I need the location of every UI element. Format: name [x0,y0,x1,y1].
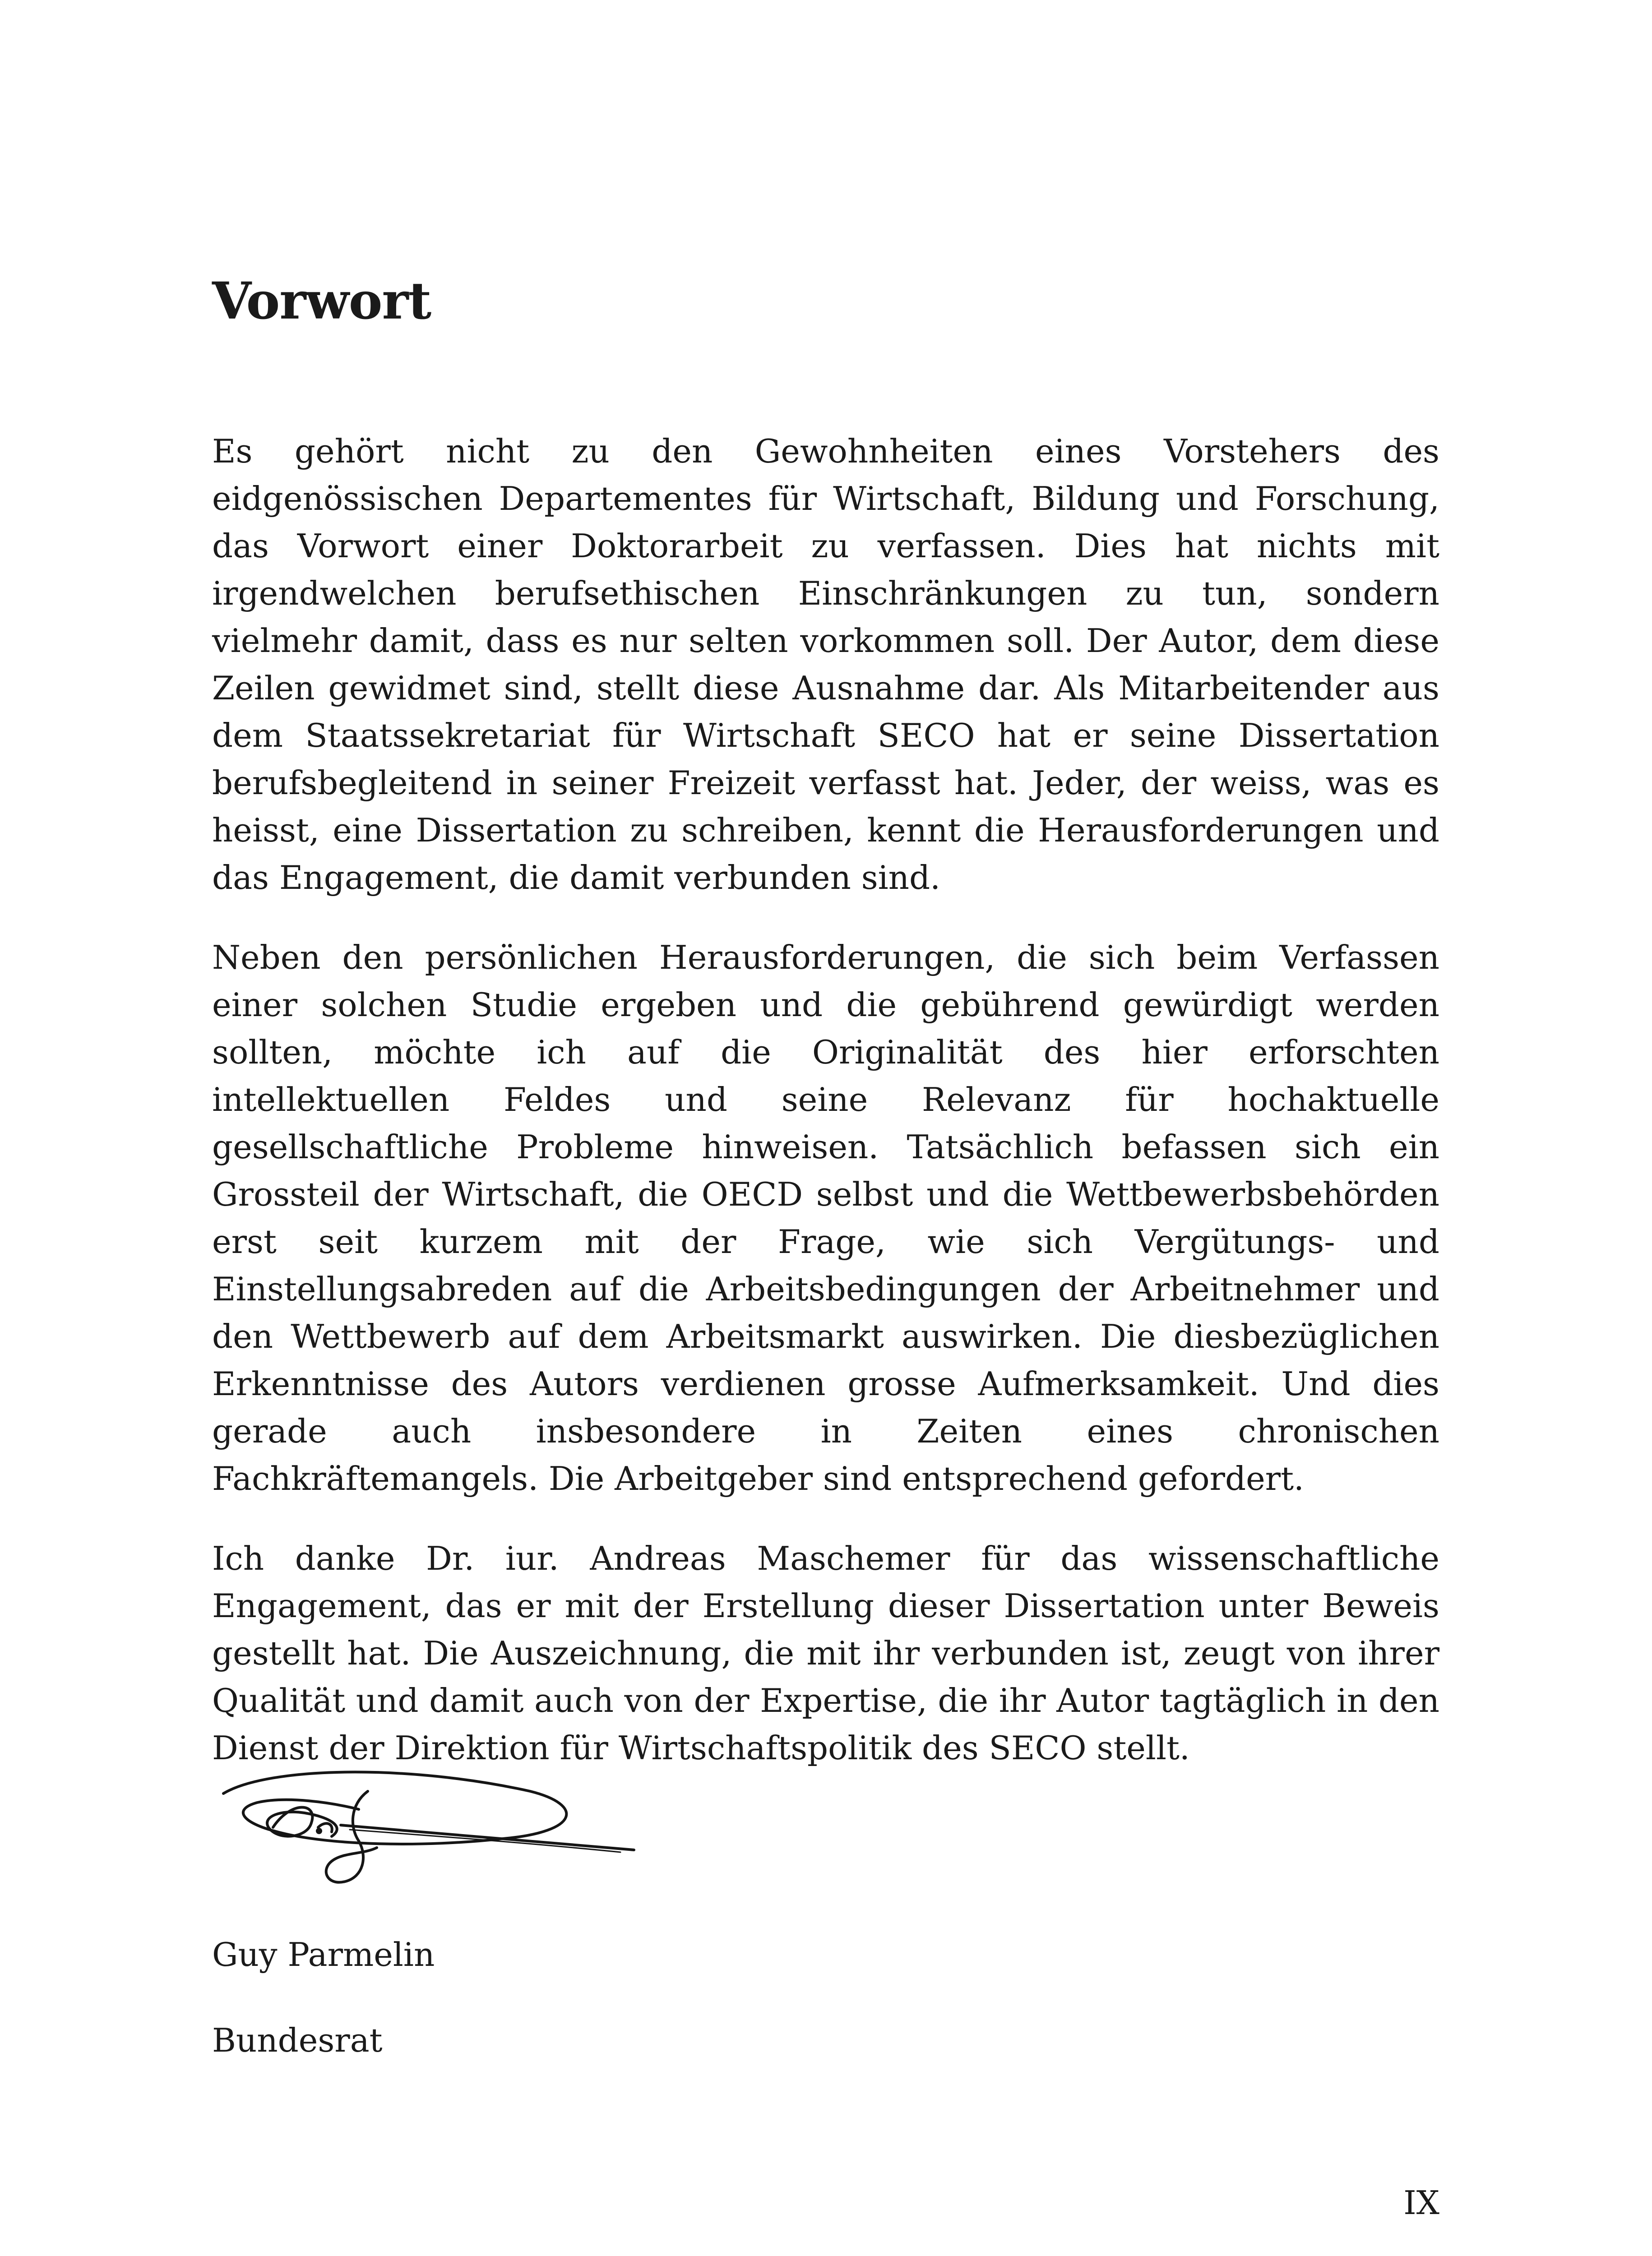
signature-icon [214,1760,643,1895]
paragraph-3: Ich danke Dr. iur. Andreas Maschemer für das wissenschaftliche Engagement, das er mit der Erstellung dieser Dissertation unter Beweis gestellt hat. Die Auszeichnung, die mit ihr verbunden ist, zeugt von ihrer Qualität und damit auch von der Expertise, die ihr Autor tagtäglich in den Dienst der Direktion für Wirtschaftspolitik des SECO stellt. [212,1539,1439,1767]
paragraph-1: Es gehört nicht zu den Gewohnheiten eines Vorstehers des eidgenössischen Departementes für Wirtschaft, Bildung und Forschung, das Vorwort einer Doktorarbeit zu verfassen. Dies hat nichts mit irgendwelchen berufsethischen Einschränkungen zu tun, sondern vielmehr damit, dass es nur selten vorkommen soll. Der Autor, dem diese Zeilen gewidmet sind, stellt diese Ausnahme dar. Als Mitarbeitender aus dem Staatssekretariat für Wirtschaft SECO hat er seine Dissertation berufsbegleitend in seiner Freizeit verfasst hat. Jeder, der weiss, was es heisst, eine Dissertation zu schreiben, kennt die Herausforderungen und das Engagement, die damit verbunden sind. [212,432,1439,897]
foreword-body [212,428,1439,1804]
signatory-name: Guy Parmelin [212,1936,435,1974]
paragraph-2: Neben den persönlichen Herausforderungen, die sich beim Verfassen einer solchen Studie ergeben und die gebührend gewürdigt werden sollten, möchte ich auf die Originalität des hier erforschten intellektuellen Feldes und seine Relevanz für hochaktuelle gesellschaftliche Probleme hinweisen. Tatsächlich befassen sich ein Grossteil der Wirtschaft, die OECD selbst und die Wettbewerbsbehörden erst seit kurzem mit der Frage, wie sich Vergütungs- und Einstellungsabreden auf die Arbeitsbedingungen der Arbeitnehmer und den Wettbewerb auf dem Arbeitsmarkt auswirken. Die diesbezüglichen Erkenntnisse des Autors verdienen grosse Aufmerksamkeit. Und dies gerade auch insbesondere in Zeiten eines chronischen Fachkräftemangels. Die Arbeitgeber sind entsprechend gefordert. [212,938,1439,1498]
page-title: Vorwort [212,272,431,331]
page-number: IX [1403,2184,1439,2222]
signatory-role: Bundesrat [212,2021,383,2059]
